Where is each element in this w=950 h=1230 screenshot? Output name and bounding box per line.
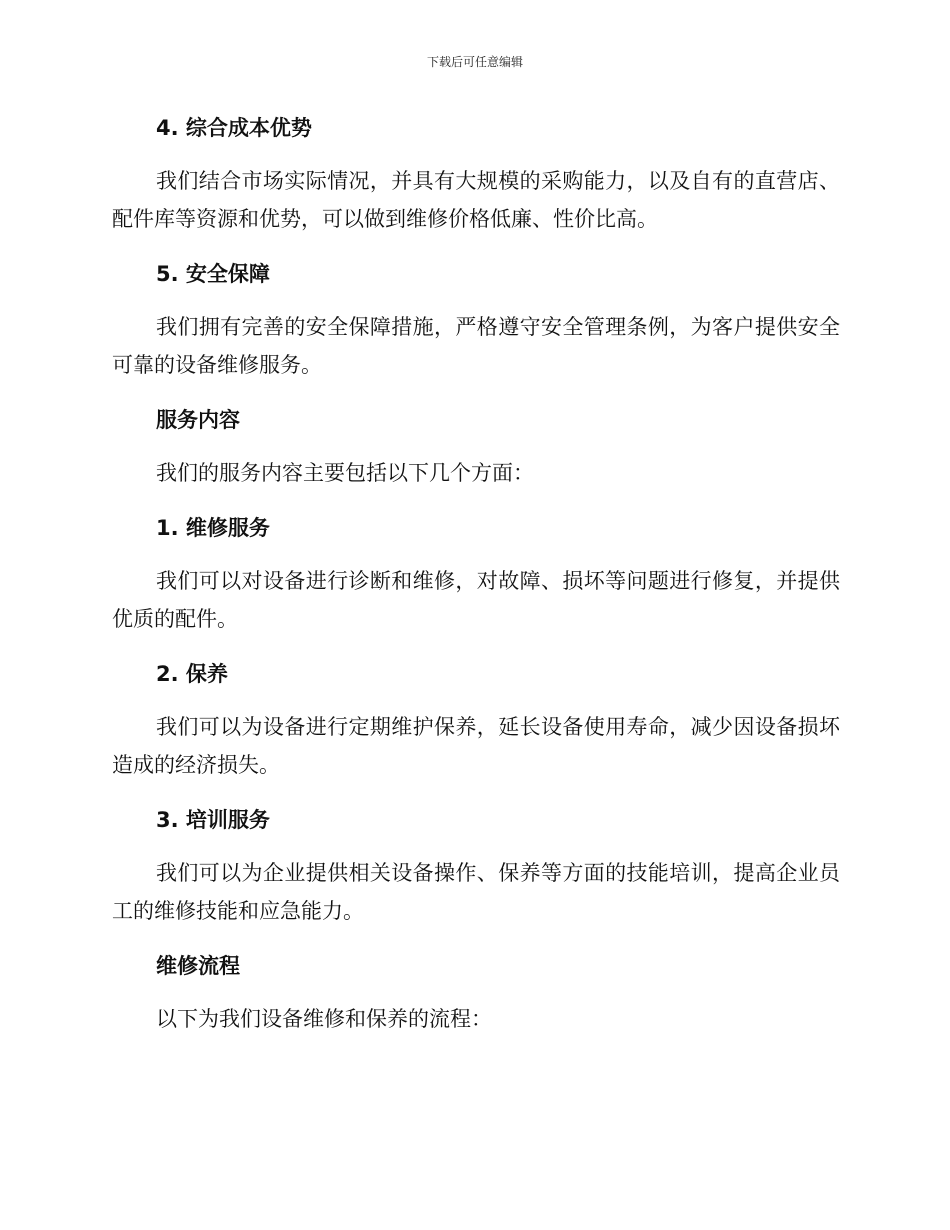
section-heading-services: 服务内容 [156,408,240,432]
paragraph-training: 我们可以为企业提供相关设备操作、保养等方面的技能培训，提高企业员工的维修技能和应急能力。 [112,861,840,923]
paragraph-maintenance: 我们可以为设备进行定期维护保养，延长设备使用寿命，减少因设备损坏造成的经济损失。 [112,715,840,777]
section-heading-repair-process: 维修流程 [156,954,240,978]
section-heading-cost-advantage: 4. 综合成本优势 [156,116,312,140]
page-header: 下载后可任意编辑 [426,55,523,69]
section-heading-maintenance: 2. 保养 [156,662,228,686]
section-heading-repair-service: 1. 维修服务 [156,516,270,540]
paragraph-services-intro: 我们的服务内容主要包括以下几个方面： [156,461,534,485]
document-body [112,110,840,1038]
section-heading-safety: 5. 安全保障 [156,262,270,286]
paragraph-cost-advantage: 我们结合市场实际情况，并具有大规模的采购能力，以及自有的直营店、配件库等资源和优势，可以做到维修价格低廉、性价比高。 [112,169,840,231]
paragraph-repair-process: 以下为我们设备维修和保养的流程： [156,1007,492,1031]
paragraph-repair-service: 我们可以对设备进行诊断和维修，对故障、损坏等问题进行修复，并提供优质的配件。 [112,569,840,631]
section-heading-training: 3. 培训服务 [156,808,270,832]
paragraph-safety: 我们拥有完善的安全保障措施，严格遵守安全管理条例，为客户提供安全可靠的设备维修服务。 [112,315,840,377]
